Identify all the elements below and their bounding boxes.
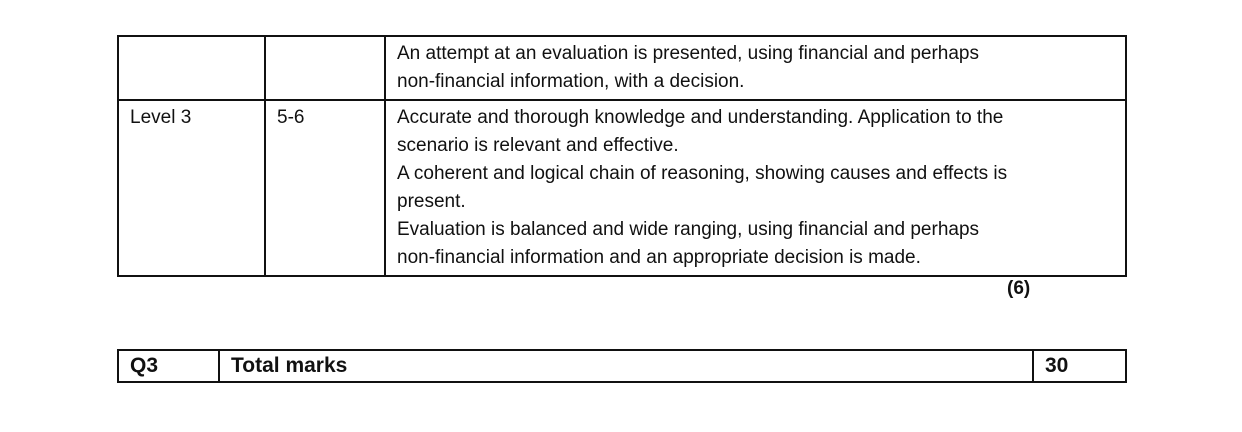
table-row (118, 36, 1126, 100)
descriptor-cell (385, 100, 1126, 276)
descriptor-line: non-financial information and an appropriate decision is made. (397, 247, 921, 268)
descriptor-line: An attempt at an evaluation is presented, using financial and perhaps (397, 43, 979, 64)
total-marks-table (117, 349, 1127, 383)
level-cell (118, 36, 265, 100)
descriptor-line: Accurate and thorough knowledge and understanding. Application to the (397, 107, 1004, 128)
table-row (118, 350, 1126, 382)
marks-indicator: (6) (1007, 278, 1031, 299)
level-descriptor-table (117, 35, 1127, 277)
total-marks-label: Total marks (219, 350, 1033, 382)
descriptor-line: non-financial information, with a decision. (397, 71, 745, 92)
descriptor-line: scenario is relevant and effective. (397, 135, 679, 156)
total-marks-value: 30 (1033, 350, 1126, 382)
descriptor-cell (385, 36, 1126, 100)
question-number-cell: Q3 (118, 350, 219, 382)
descriptor-line: present. (397, 191, 466, 212)
level-cell: Level 3 (118, 100, 265, 276)
descriptor-line: Evaluation is balanced and wide ranging, using financial and perhaps (397, 219, 980, 240)
table-row (118, 100, 1126, 276)
marks-cell: 5-6 (265, 100, 385, 276)
descriptor-line: A coherent and logical chain of reasoning, showing causes and effects is (397, 163, 1008, 184)
marks-cell (265, 36, 385, 100)
